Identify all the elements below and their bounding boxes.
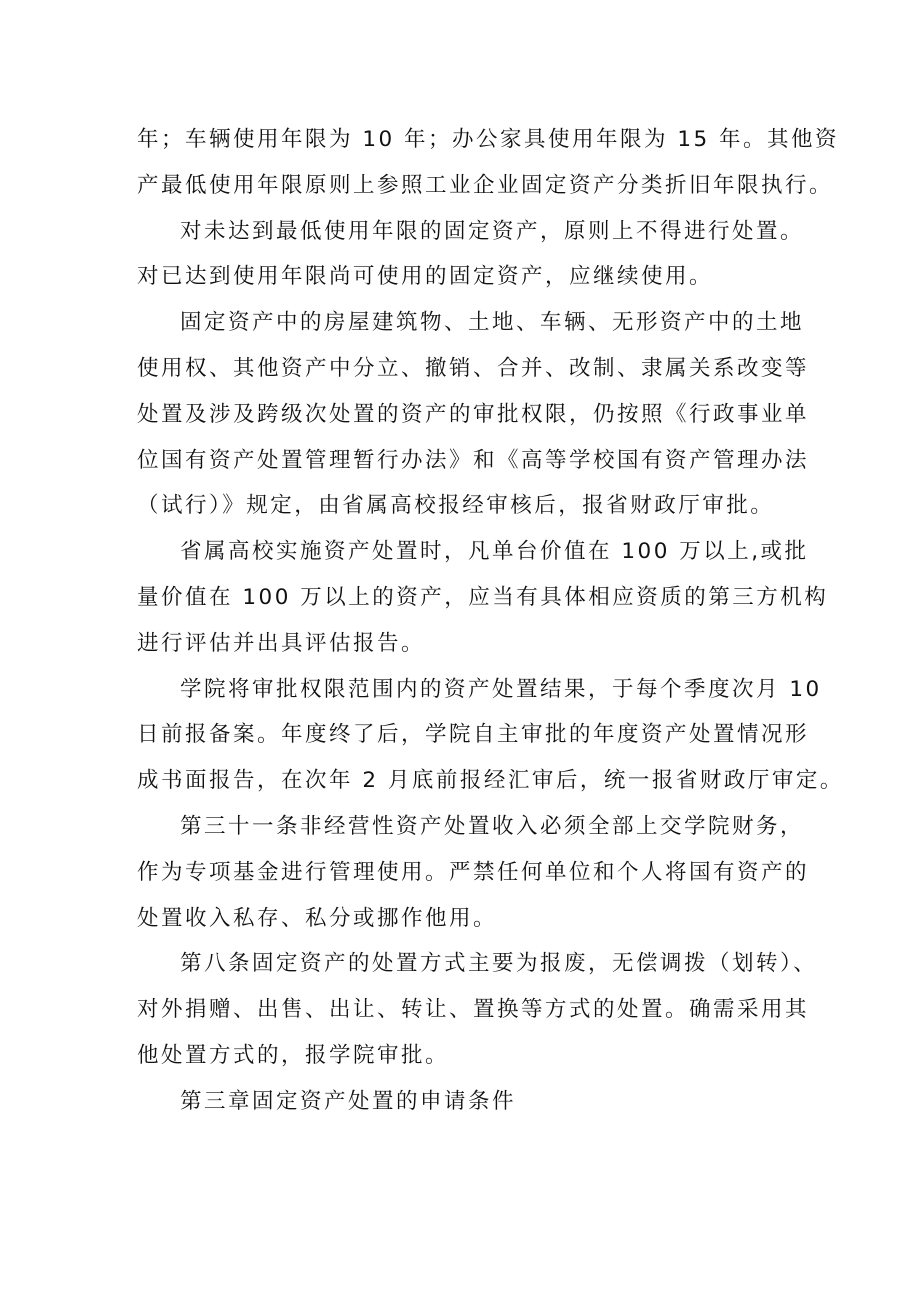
paragraph-continuation	[137, 117, 840, 209]
text-line: 第三十一条非经营性资产处置收入必须全部上交学院财务，	[180, 813, 805, 839]
text-line: 对已达到使用年限尚可使用的固定资产，应继续使用。	[137, 264, 714, 290]
paragraph	[137, 941, 818, 1078]
text-line: 学院将审批权限范围内的资产处置结果，于每个季度次月 10	[180, 676, 822, 702]
text-line: 产最低使用年限原则上参照工业企业固定资产分类折旧年限执行。	[137, 172, 834, 198]
paragraph	[137, 804, 810, 941]
text-line: 位国有资产处置管理暂行办法》和《高等学校国有资产管理办法	[137, 447, 810, 473]
paragraph	[137, 529, 829, 666]
paragraph	[137, 300, 810, 529]
document-body	[137, 117, 844, 1125]
text-line: （试行）》规定，由省属高校报经审核后，报省财政厅审批。	[137, 493, 775, 519]
paragraph	[137, 667, 844, 804]
paragraph	[137, 209, 805, 301]
text-line: 量价值在 100 万以上的资产，应当有具体相应资质的第三方机构	[137, 584, 829, 610]
section-heading	[137, 1079, 802, 1125]
text-line: 日前报备案。年度终了后，学院自主审批的年度资产处置情况形	[137, 722, 810, 748]
text-line: 他处置方式的，报学院审批。	[137, 1042, 450, 1068]
text-line: 成书面报告，在次年 2 月底前报经汇审后，统一报省财政厅审定。	[137, 768, 844, 794]
text-line: 第三章固定资产处置的申请条件	[180, 1088, 517, 1114]
text-line: 作为专项基金进行管理使用。严禁任何单位和个人将国有资产的	[137, 859, 810, 885]
text-line: 固定资产中的房屋建筑物、土地、车辆、无形资产中的土地	[180, 310, 805, 336]
text-line: 第八条固定资产的处置方式主要为报废，无偿调拨（划转）、	[180, 951, 818, 977]
text-line: 对未达到最低使用年限的固定资产，原则上不得进行处置。	[180, 218, 805, 244]
text-line: 进行评估并出具评估报告。	[137, 630, 426, 656]
text-line: 对外捐赠、出售、出让、转让、置换等方式的处置。确需采用其	[137, 997, 810, 1023]
text-line: 处置及涉及跨级次处置的资产的审批权限，仍按照《行政事业单	[137, 401, 810, 427]
text-line: 处置收入私存、私分或挪作他用。	[137, 905, 498, 931]
text-line: 省属高校实施资产处置时，凡单台价值在 100 万以上,或批	[180, 539, 809, 565]
text-line: 年；车辆使用年限为 10 年；办公家具使用年限为 15 年。其他资	[137, 127, 840, 152]
text-line: 使用权、其他资产中分立、撤销、合并、改制、隶属关系改变等	[137, 355, 810, 381]
